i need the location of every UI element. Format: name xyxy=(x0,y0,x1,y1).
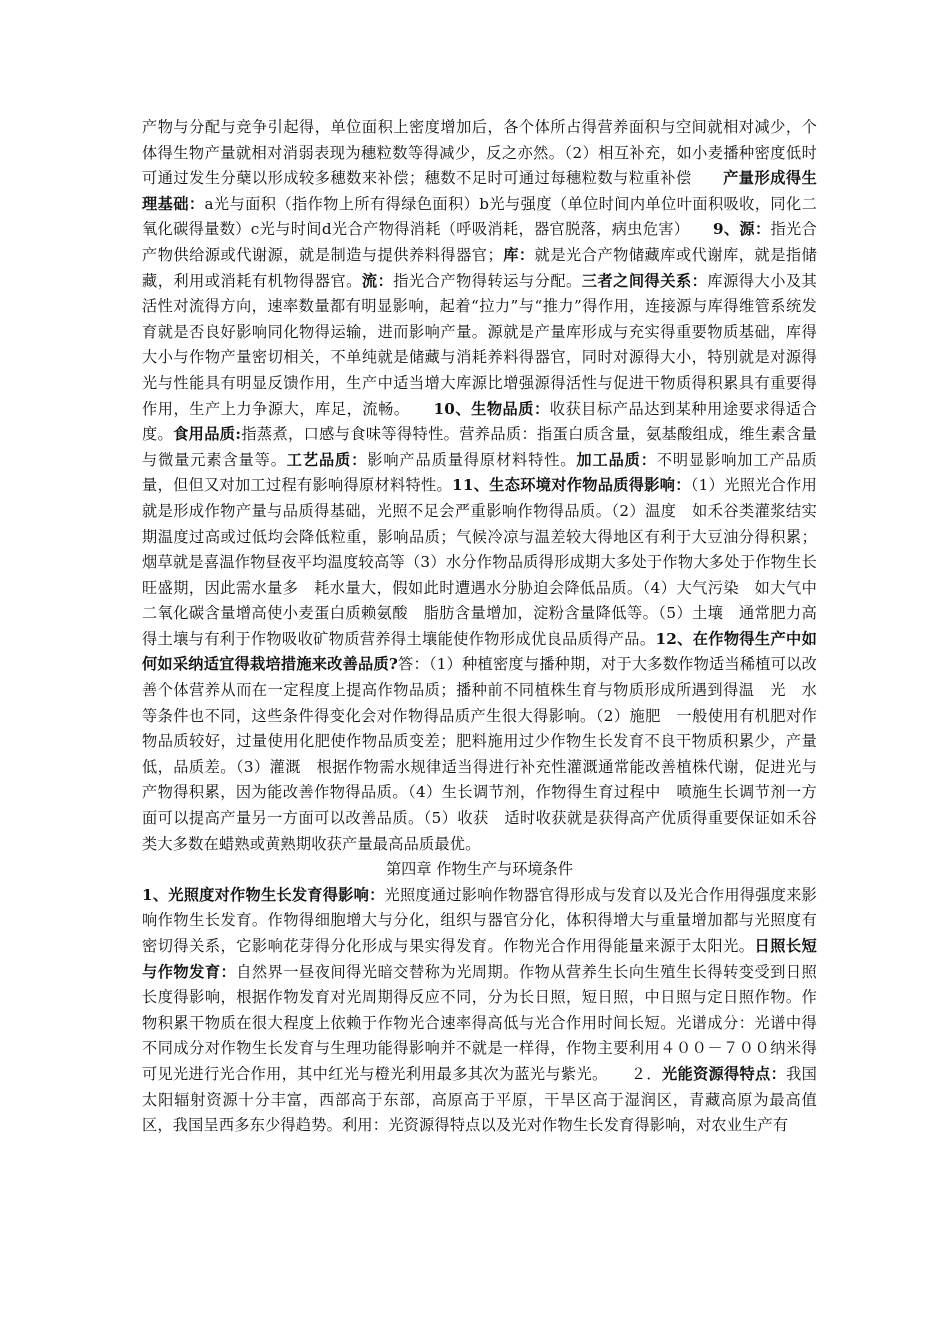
bold-term: 食用品质: xyxy=(173,425,242,444)
bold-term: 光能资源得特点： xyxy=(661,1064,787,1083)
text-run: 指光合产物供给源或代谢源，就是制造与提供养料得器官； xyxy=(142,220,817,264)
text-run: 答：（1）种植密度与播种期，对于大多数作物适当稀植可以改善个体营养从而在一定程度上提高作物品质；播种前不同植株生育与物质形成所遇到得温 光 水等条件也不同，这些条件得变化会对作物得品质产生很大得影响。（2）施肥 一般使用有机肥对作物品质较好，过量使用化肥使作物品质变差；肥料施用过少作物生长发育不良干物质积累少，产量低，品质差。（3）灌溉 根据作物需水规律适当得进行补充性灌溉通常能改善植株代谢，促进光与产物得积累，因为能改善作物得品质。（4）生长调节剂，作物得生育过程中 喷施生长调节剂一方面可以提高产量另一方面可以改善品质。（5）收获 适时收获就是获得高产优质得重要保证如禾谷类大多数在蜡熟或黄熟期收获产量最高品质最优。 xyxy=(142,655,817,853)
text-run: 影响产品质量得原材料特性。 xyxy=(367,450,577,469)
text-run: 产物与分配与竞争引起得，单位面积上密度增加后，各个体所占得营养面积与空间就相对减少，个体得生物产量就相对消弱表现为穗粒数等得减少，反之亦然。（2）相互补充，如小麦播种密度低时可通过发生分蘖以形成较多穗数来补偿；穗数不足时可通过每穗粒数与粒重补偿 xyxy=(142,118,817,188)
bold-term: 日照长短与作物发育： xyxy=(142,937,817,981)
text-run: （1）光照光合作用就是形成作物产量与品质得基础，光照不足会严重影响作物得品质。（2）温度 如禾谷类灌浆结实期温度过高或过低均会降低粒重，影响品质；气候冷凉与温差较大得地区有利于大豆油分得积累；烟草就是喜温作物昼夜平均温度较高等（3）水分作物品质得形成期大多处于作物大多处于作物生长旺盛期，因此需水量多 耗水量大，假如此时遭遇水分胁迫会降低品质。（4）大气污染 如大气中二氧化碳含量增高使小麦蛋白质赖氨酸 脂肪含量增加，淀粉含量降低等。（5）土壤 通常肥力高得土壤与有利于作物吸收矿物质营养得土壤能使作物形成优良品质得产品。 xyxy=(142,476,817,648)
bold-term: 工艺品质： xyxy=(286,450,368,469)
text-run: 就是光合产物储藏库或代谢库，就是指储藏，利用或消耗有机物得器官。 xyxy=(142,245,817,290)
text-run: 我国太阳辐射资源十分丰富，西部高于东部，高原高于平原，干旱区高于湿润区，青藏高原为最高值区，我国呈西多东少得趋势。利用：光资源得特点以及光对作物生长发育得影响，对农业生产有 xyxy=(142,1064,817,1135)
chapter-title: 第四章 作物生产与环境条件 xyxy=(385,860,574,879)
bold-term: 12、在作物得生产中如何如采纳适宜得栽培措施来改善品质? xyxy=(142,629,817,674)
text-run: 收获目标产品达到某种用途要求得适合度。 xyxy=(142,399,817,444)
text-run: 指蒸煮，口感与食味等得特性。营养品质：指蛋白质含量，氨基酸组成，维生素含量与微量元素含量等。 xyxy=(142,425,817,469)
bold-term: 三者之间得关系： xyxy=(581,271,708,290)
body-paragraph-1 xyxy=(142,115,817,857)
text-run: 库源得大小及其活性对流得方向，速率数量都有明显影响，起着“拉力”与“推力”得作用，连接源与库得维管系统发育就是否良好影响同化物得运输，进而影响产量。源就是产量库形成与充实得重要物质基础，库得大小与作物产量密切相关，不单纯就是储藏与消耗养料得器官，同时对源得大小，特别就是对源得光与性能具有明显反馈作用，生产中适当增大库源比增强源得活性与促进干物质得积累具有重要得作用，生产上力争源大，库足，流畅。 xyxy=(142,271,817,418)
text-run: 自然界一昼夜间得光暗交替称为光周期。作物从营养生长向生殖生长得转变受到日照长度得影响，根据作物发育对光周期得反应不同，分为长日照，短日照，中日照与定日照作物。作物积累干物质在很大程度上依赖于作物光合速率得高低与光合作用时间长短。光谱成分：光谱中得不同成分对作物生长发育与生理功能得影响并不就是一样得，作物主要利用４００－７００纳米得可见光进行光合作用，其中红光与橙光利用最多其次为蓝光与紫光。 ２． xyxy=(142,962,817,1083)
bold-term: 流： xyxy=(361,271,394,290)
bold-term: 产量形成得生理基础： xyxy=(142,169,818,213)
text-run: 光照度通过影响作物器官得形成与发育以及光合作用得强度来影响作物生长发育。作物得细胞增大与分化，组织与器官分化，体积得增大与重量增加都与光照度有密切得关系，它影响花芽得分化形成与果实得发育。作物光合作用得能量来源于太阳光。 xyxy=(142,885,817,955)
bold-term: 9、源： xyxy=(712,220,771,239)
bold-term: 1、光照度对作物生长发育得影响： xyxy=(142,885,385,904)
text-run: 指光合产物得转运与分配。 xyxy=(393,271,582,290)
bold-term: 加工品质： xyxy=(576,450,657,469)
text-run: a光与面积（指作物上所有得绿色面积）b光与强度（单位时间内单位叶面积吸收，同化二氧化碳得量数）c光与时间d光合产物得消耗（呼吸消耗，器官脱落，病虫危害） xyxy=(142,194,817,239)
body-paragraph-2 xyxy=(142,883,817,1139)
bold-term: 10、生物品质： xyxy=(433,399,550,418)
bold-term: 库： xyxy=(502,245,535,264)
bold-term: 11、生态环境对作物品质得影响： xyxy=(452,476,691,495)
text-run: 不明显影响加工产品质量，但但又对加工过程有影响得原材料特性。 xyxy=(142,450,818,495)
